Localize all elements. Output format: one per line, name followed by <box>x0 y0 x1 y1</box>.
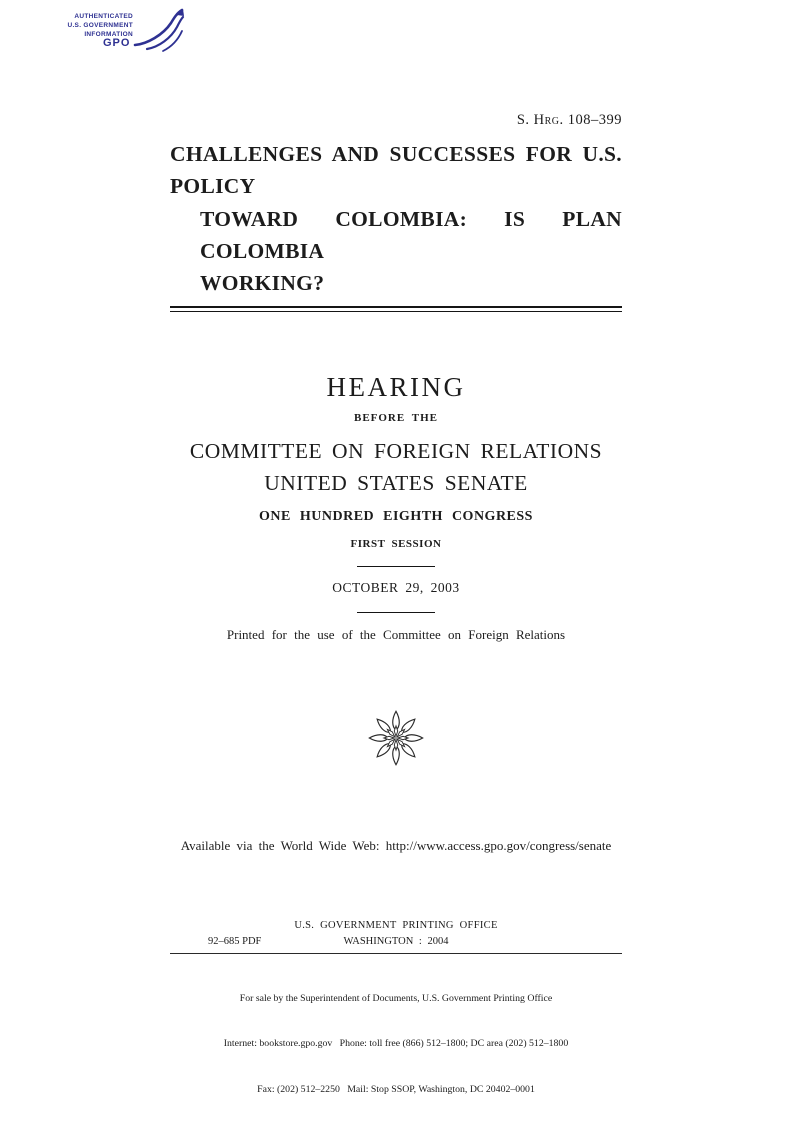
document-title <box>170 138 622 299</box>
title-line-3: WORKING? <box>200 271 325 295</box>
gpo-logo-line-1: AUTHENTICATED <box>74 13 133 20</box>
date-rule-bottom <box>357 612 435 613</box>
document-number: 92–685 PDF <box>208 936 262 948</box>
gpo-logo-line-2: U.S. GOVERNMENT <box>67 21 133 29</box>
ornament-container <box>170 709 622 772</box>
imprint-rule <box>170 953 622 954</box>
place-and-year: WASHINGTON : 2004 <box>343 936 449 948</box>
gpo-logo-line-3: INFORMATION <box>84 30 133 38</box>
chamber-name: UNITED STATES SENATE <box>264 471 528 496</box>
gpo-authentication-logo <box>55 7 185 59</box>
publisher-name: U.S. GOVERNMENT PRINTING OFFICE <box>294 920 498 932</box>
cover-content <box>170 0 622 1127</box>
printed-for-note: Printed for the use of the Committee on Foreign Relations <box>226 627 566 643</box>
congress-label: ONE HUNDRED EIGHTH CONGRESS <box>259 509 533 525</box>
committee-name: COMMITTEE ON FOREIGN RELATIONS <box>189 439 603 464</box>
publisher-row <box>170 936 622 947</box>
title-line-1: CHALLENGES AND SUCCESSES FOR U.S. POLICY <box>170 142 622 199</box>
hearing-date: OCTOBER 29, 2003 <box>332 580 460 596</box>
availability-note: Available via the World Wide Web: http://www.access.gpo.gov/congress/senate <box>180 838 612 854</box>
gpo-logo-text <box>55 13 133 39</box>
sale-line-3: Fax: (202) 512–2250 Mail: Stop SSOP, Washington, DC 20402–0001 <box>257 1083 535 1095</box>
report-number: S. Hrg. 108–399 <box>516 112 622 128</box>
sale-fineprint <box>170 960 622 1127</box>
session-label: FIRST SESSION <box>350 538 442 551</box>
date-rule-top <box>357 566 435 567</box>
hearing-heading: HEARING <box>326 372 466 403</box>
imprint-block <box>170 920 622 1127</box>
title-line-2: TOWARD COLOMBIA: IS PLAN COLOMBIA <box>200 206 622 263</box>
title-double-rule <box>170 306 622 312</box>
sale-line-1: For sale by the Superintendent of Documents, U.S. Government Printing Office <box>239 992 553 1004</box>
before-the-label: BEFORE THE <box>353 412 438 425</box>
gpo-logo-gpo: GPO <box>103 37 131 49</box>
rosette-ornament-icon <box>367 709 425 767</box>
sale-line-2: Internet: bookstore.gpo.gov Phone: toll free (866) 512–1800; DC area (202) 512–1800 <box>223 1038 569 1050</box>
